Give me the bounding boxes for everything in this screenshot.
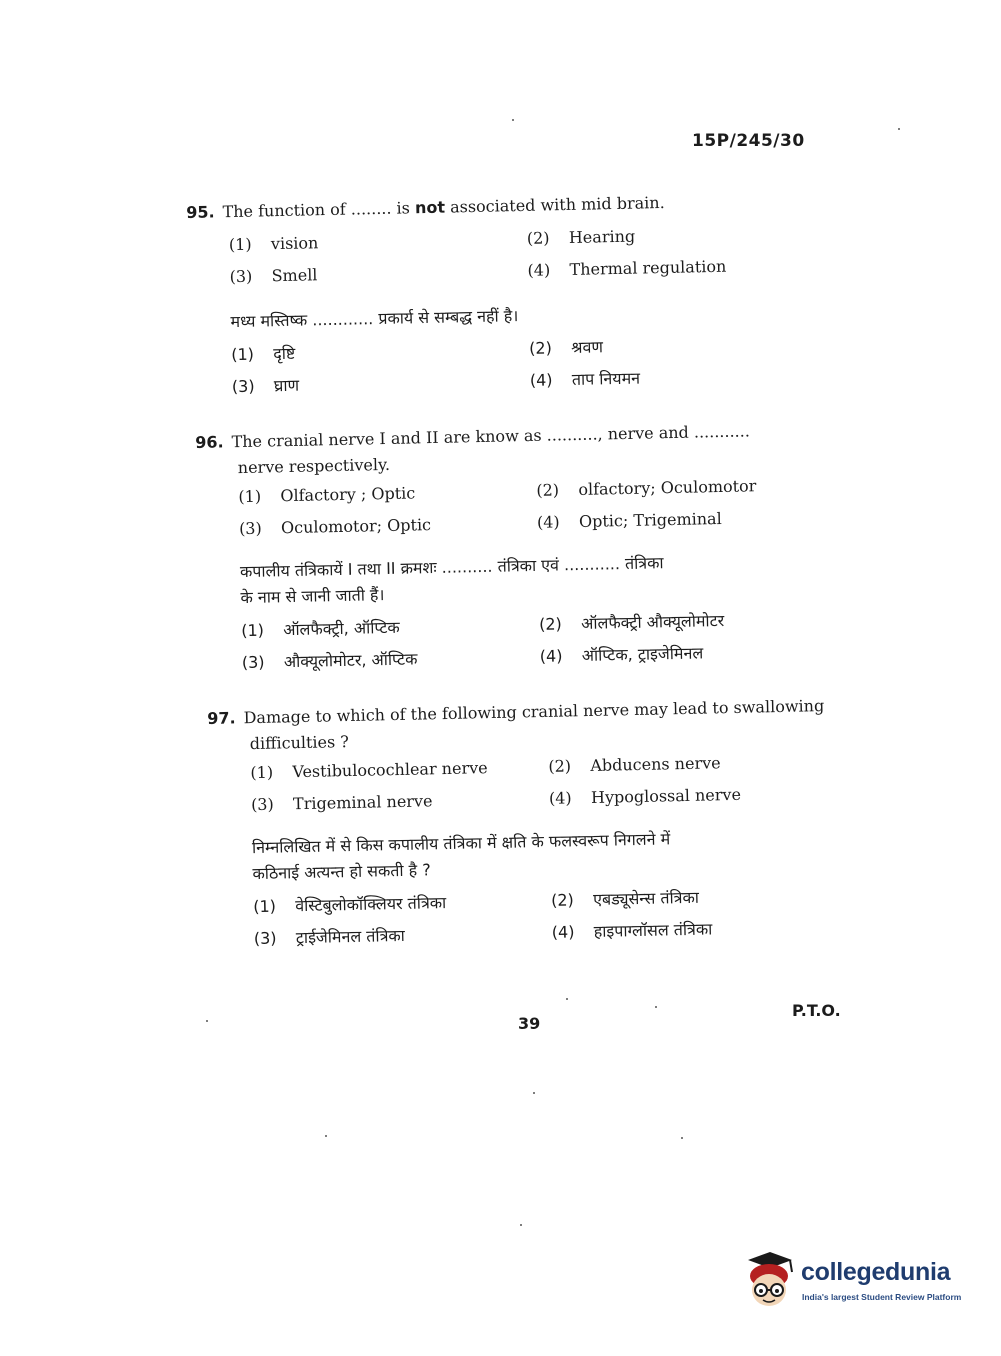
logo-name: collegedunia [801,1258,951,1286]
question-text-en-line2: nerve respectively. [237,454,391,478]
option-en-1: (1) vision [228,233,319,255]
question-96 [195,418,755,686]
question-text-en-line2: difficulties ? [249,732,350,754]
option-hi-2: (2) ऑलफैक्ट्री औक्यूलोमोटर [538,610,725,634]
scan-speck [898,128,900,130]
question-number: 97. [207,708,236,728]
option-en-1: (1) Olfactory ; Optic [238,483,416,507]
question-text-hi-line2: के नाम से जानी जाती हैं। [240,585,385,608]
question-95 [186,190,727,410]
scan-speck [566,998,568,1000]
option-en-4: (4) Optic; Trigeminal [536,508,722,532]
scan-speck [325,1135,327,1137]
option-hi-3: (3) औक्यूलोमोटर, ऑप्टिक [241,649,418,673]
page-number: 39 [518,1014,541,1033]
option-en-2: (2) Hearing [526,226,636,248]
option-en-4: (4) Hypoglossal nerve [548,784,742,808]
scan-speck [206,1020,208,1022]
question-text-hi-line1: कपालीय तंत्रिकायें I तथा II क्रमशः .......... तंत्रिका एवं ........... तंत्रिका [239,553,664,582]
question-97 [207,693,829,962]
question-text-en-line1: Damage to which of the following cranial nerve may lead to swallowing [243,696,825,728]
pto-label: P.T.O. [792,1001,841,1020]
logo-tagline: India's largest Student Review Platform [802,1292,962,1302]
option-en-3: (3) Oculomotor; Optic [238,515,432,539]
question-text-en-line1: The cranial nerve I and II are know as .........., nerve and ........... [231,421,751,452]
option-hi-1: (1) ऑलफैक्ट्री, ऑप्टिक [241,617,400,641]
option-en-3: (3) Smell [229,265,318,287]
option-en-1: (1) Vestibulocochlear nerve [250,758,488,783]
question-text-hi: मध्य मस्तिष्क ............ प्रकार्य से सम्बद्ध नहीं है। [230,306,519,332]
scan-speck [533,1092,535,1094]
option-hi-1: (1) दृष्टि [231,343,296,365]
paper-code: 15P/245/30 [692,131,805,151]
question-number: 96. [195,432,224,452]
collegedunia-logo [740,1250,980,1312]
option-hi-2: (2) श्रवण [528,337,604,358]
option-hi-3: (3) घ्राण [231,375,300,397]
scan-speck [512,119,514,121]
scan-speck [681,1137,683,1139]
question-number: 95. [186,202,215,222]
option-en-3: (3) Trigeminal nerve [250,791,433,815]
option-hi-3: (3) ट्राईजेमिनल तंत्रिका [253,925,406,949]
option-hi-2: (2) एबड्यूसेन्स तंत्रिका [550,887,700,910]
question-text-en: The function of ........ is not associated with mid brain. [222,192,665,222]
scan-speck [520,1224,522,1226]
option-hi-4: (4) ऑप्टिक, ट्राइजेमिनल [539,643,704,666]
question-text-hi-line1: निम्नलिखित में से किस कपालीय तंत्रिका में क्षति के फलस्वरूप निगलने में [251,829,671,858]
option-en-4: (4) Thermal regulation [527,256,727,280]
option-hi-4: (4) हाइपाग्लॉसल तंत्रिका [551,919,713,942]
option-en-2: (2) olfactory; Oculomotor [536,476,757,500]
option-hi-4: (4) ताप नियमन [529,368,641,390]
question-text-hi-line2: कठिनाई अत्यन्त हो सकती है ? [252,860,431,884]
mascot-icon [740,1250,798,1312]
scan-speck [655,1006,657,1008]
option-en-2: (2) Abducens nerve [548,753,721,776]
option-hi-1: (1) वेस्टिबुलोकॉक्लियर तंत्रिका [253,893,447,917]
